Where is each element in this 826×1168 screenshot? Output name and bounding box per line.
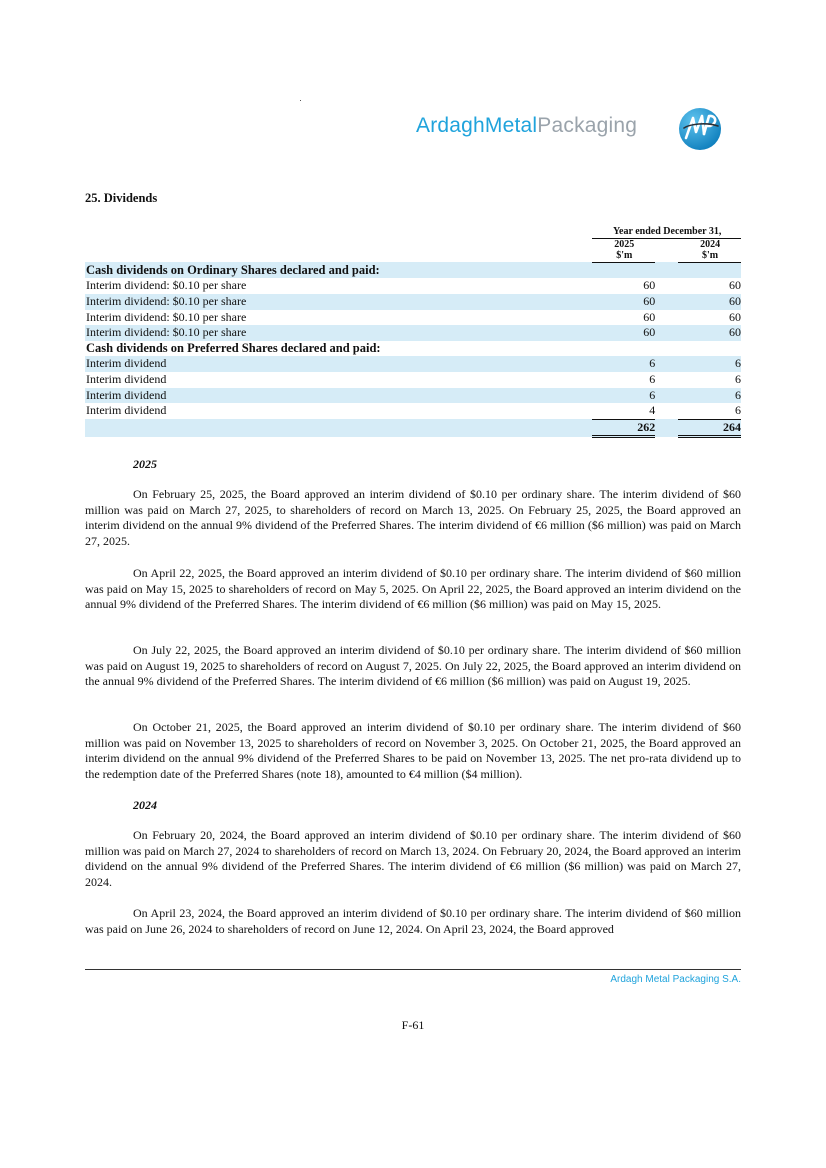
row-value-2024: 60 <box>729 309 741 324</box>
row-value-2024: 6 <box>735 403 741 418</box>
total-2024: 264 <box>678 419 741 437</box>
row-value-2025: 60 <box>592 325 655 341</box>
row-label: Interim dividend <box>85 388 592 404</box>
table-row <box>85 388 741 404</box>
row-value-2025: 6 <box>649 371 656 386</box>
year-heading-2024: 2024 <box>133 798 157 812</box>
company-logo <box>416 100 726 156</box>
note-paragraph: On October 21, 2025, the Board approved an interim dividend of $0.10 per ordinary share. The interim dividend of $60 million was paid on November 13, 2025 to shareholders of record on November 3, 2025. On October 21, 2025, the Board approved an interim dividend on the annual 9% dividend of the Preferred Shares to be paid on November 13, 2025. The net pro-rata dividend up to the redemption date of the Preferred Shares (note 18), amounted to €4 million ($4 million). <box>85 720 741 781</box>
logo-word-metal: Metal <box>484 114 538 137</box>
group-title: Cash dividends on Ordinary Shares declared and paid: <box>85 262 741 278</box>
row-value-2025: 60 <box>643 309 656 324</box>
period-header: Year ended December 31, <box>592 226 741 238</box>
row-value-2024: 6 <box>678 388 741 404</box>
total-2025: 262 <box>592 419 655 437</box>
note-paragraph: On February 20, 2024, the Board approved an interim dividend of $0.10 per ordinary share. The interim dividend of $60 million was paid on March 27, 2024 to shareholders of record on March 13, 2024. On February 20, 2024, the Board approved an interim dividend on the annual 9% dividend of the Preferred Shares. The interim dividend of €6 million ($6 million) was paid on March 27, 2024. <box>85 828 741 889</box>
logo-word-ardagh: Ardagh <box>416 114 485 137</box>
row-label: Interim dividend: $0.10 per share <box>85 325 592 341</box>
section-title: 25. Dividends <box>85 191 158 205</box>
table-row <box>85 403 741 419</box>
amp-logo-icon <box>676 104 724 152</box>
row-value-2025: 60 <box>643 278 656 293</box>
logo-word-packaging: Packaging <box>537 114 638 137</box>
row-value-2025: 60 <box>592 294 655 310</box>
note-paragraph: On July 22, 2025, the Board approved an interim dividend of $0.10 per ordinary share. The interim dividend of $60 million was paid on August 19, 2025 to shareholders of record on August 7, 2025. On July 22, 2025, the Board approved an interim dividend on the annual 9% dividend of the Preferred Shares. The interim dividend of €6 million ($6 million) was paid on August 19, 2025. <box>85 643 741 689</box>
logo-wordmark <box>416 114 637 138</box>
footer-company: Ardagh Metal Packaging S.A. <box>610 974 741 985</box>
col-unit-2025: $'m <box>592 250 655 262</box>
year-heading-2025: 2025 <box>133 457 157 471</box>
table-header-period <box>85 226 741 238</box>
col-unit-2024: $'m <box>678 250 741 262</box>
row-label: Interim dividend <box>86 371 167 386</box>
row-value-2024: 60 <box>729 278 741 293</box>
table-row <box>85 325 741 341</box>
footer-divider <box>85 969 741 970</box>
row-label: Interim dividend <box>85 356 592 372</box>
table-header-years <box>85 238 741 250</box>
stray-dot <box>300 100 301 101</box>
row-value-2025: 4 <box>649 403 656 418</box>
row-label: Interim dividend <box>86 403 167 418</box>
row-value-2024: 6 <box>678 356 741 372</box>
note-paragraph: On April 22, 2025, the Board approved an interim dividend of $0.10 per ordinary share. The interim dividend of $60 million was paid on May 15, 2025 to shareholders of record on May 5, 2025. On April 22, 2025, the Board approved an interim dividend on the annual 9% dividend of the Preferred Shares. The interim dividend of €6 million ($6 million) was paid on May 15, 2025. <box>85 566 741 612</box>
table-row <box>85 356 741 372</box>
note-paragraph: On February 25, 2025, the Board approved an interim dividend of $0.10 per ordinary share. The interim dividend of $60 million was paid on March 27, 2025, to shareholders of record on March 13, 2025. On February 25, 2025, the Board approved an interim dividend on the annual 9% dividend of the Preferred Shares. The interim dividend of €6 million ($6 million) was paid on March 27, 2025. <box>85 487 741 548</box>
group-title: Cash dividends on Preferred Shares declared and paid: <box>86 340 381 355</box>
row-value-2024: 60 <box>678 325 741 341</box>
row-label: Interim dividend: $0.10 per share <box>85 294 592 310</box>
group-title-row <box>85 341 741 357</box>
row-label: Interim dividend: $0.10 per share <box>86 309 247 324</box>
page-number: F-61 <box>401 1018 425 1032</box>
table-header-units <box>85 250 741 262</box>
dividends-table <box>85 226 741 438</box>
row-value-2025: 6 <box>592 356 655 372</box>
note-paragraph: On April 23, 2024, the Board approved an interim dividend of $0.10 per ordinary share. The interim dividend of $60 million was paid on June 26, 2024 to shareholders of record on June 12, 2024. On April 23, 2024, the Board approved <box>85 906 741 936</box>
col-year-2025: 2025 <box>614 238 635 250</box>
row-label: Interim dividend: $0.10 per share <box>86 278 247 293</box>
row-value-2024: 60 <box>678 294 741 310</box>
table-row <box>85 310 741 326</box>
row-value-2025: 6 <box>592 388 655 404</box>
table-row <box>85 278 741 294</box>
col-year-2024: 2024 <box>700 238 721 250</box>
row-value-2024: 6 <box>735 371 741 386</box>
total-row <box>85 419 741 437</box>
group-title-row <box>85 262 741 278</box>
table-row <box>85 294 741 310</box>
table-row <box>85 372 741 388</box>
